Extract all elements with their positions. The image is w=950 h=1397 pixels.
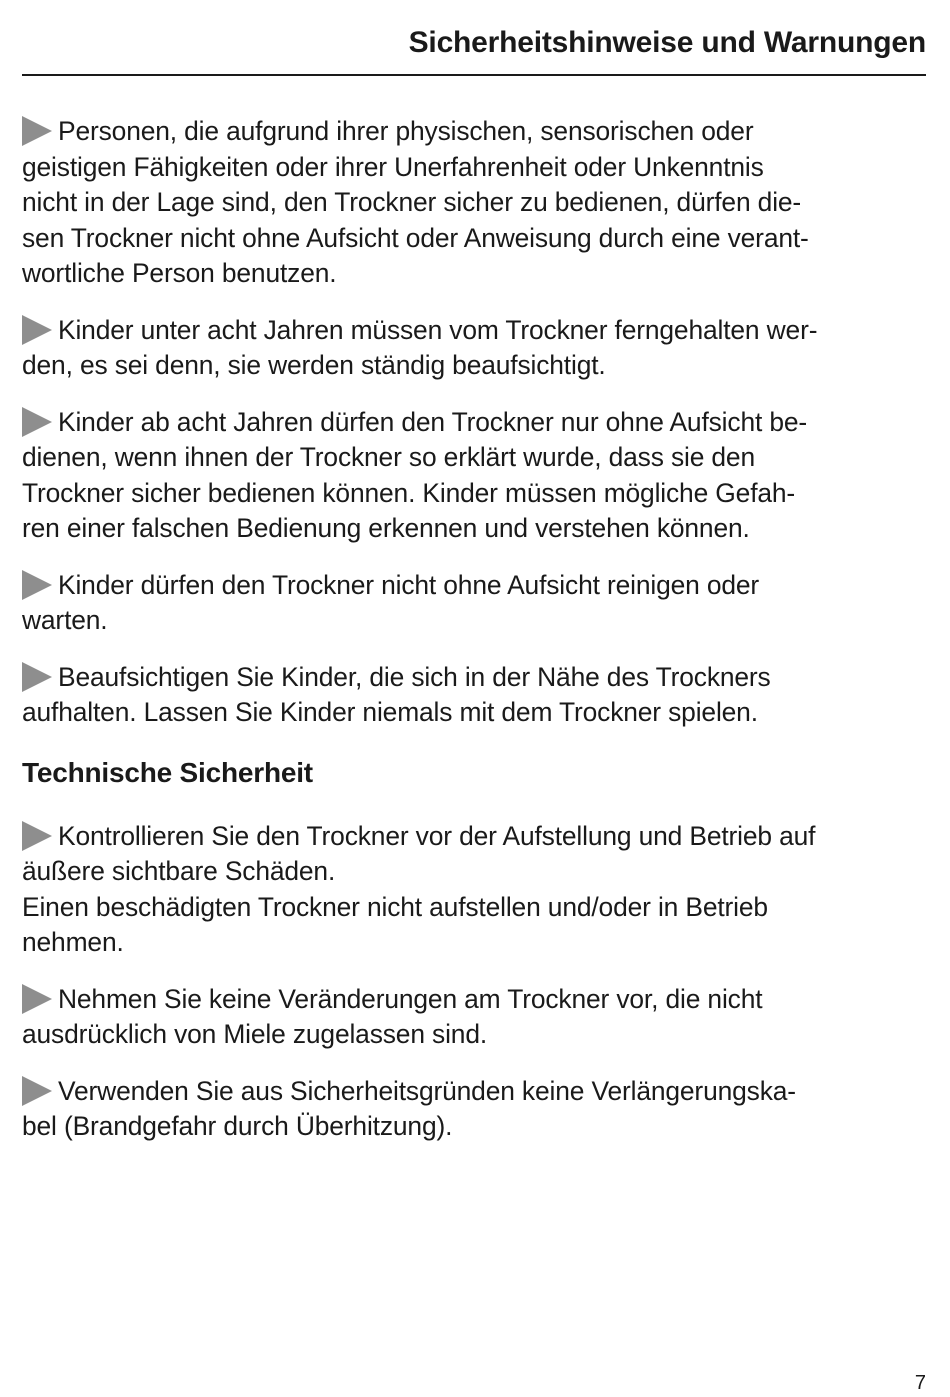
safety-paragraph xyxy=(22,114,926,292)
paragraph-line: Nehmen Sie keine Veränderungen am Trockner vor, die nicht xyxy=(58,983,763,1014)
paragraph-line: Kinder dürfen den Trockner nicht ohne Aufsicht reinigen oder xyxy=(58,569,760,600)
paragraph-line: Beaufsichtigen Sie Kinder, die sich in der Nähe des Trockners xyxy=(58,661,771,692)
triangle-bullet-icon xyxy=(22,407,52,437)
paragraph-line: geistigen Fähigkeiten oder ihrer Unerfahrenheit oder Unkenntnis xyxy=(22,151,764,182)
triangle-bullet-icon xyxy=(22,116,52,146)
safety-paragraph xyxy=(22,819,926,961)
paragraph-line: Kontrollieren Sie den Trockner vor der Aufstellung und Betrieb auf xyxy=(58,820,816,851)
paragraph-line: ren einer falschen Bedienung erkennen und verstehen können. xyxy=(22,513,750,543)
paragraph-line: dienen, wenn ihnen der Trockner so erklärt wurde, dass sie den xyxy=(22,442,755,472)
page-header xyxy=(22,22,926,76)
triangle-bullet-icon xyxy=(22,570,52,600)
safety-paragraph xyxy=(22,405,926,547)
paragraph-line: aufhalten. Lassen Sie Kinder niemals mit dem Trockner spielen. xyxy=(22,697,758,727)
paragraph-line: sen Trockner nicht ohne Aufsicht oder Anweisung durch eine verant- xyxy=(22,222,809,253)
safety-paragraph xyxy=(22,313,926,384)
paragraph-line: nehmen. xyxy=(22,927,124,957)
page-content xyxy=(22,114,926,1166)
safety-paragraph xyxy=(22,660,926,731)
triangle-bullet-icon xyxy=(22,315,52,345)
triangle-bullet-icon xyxy=(22,1076,52,1106)
paragraph-line: wortliche Person benutzen. xyxy=(22,258,337,288)
safety-paragraph xyxy=(22,982,926,1053)
paragraph-line: bel (Brandgefahr durch Überhitzung). xyxy=(22,1111,453,1141)
paragraph-line: Einen beschädigten Trockner nicht aufstellen und/oder in Betrieb xyxy=(22,891,768,922)
triangle-bullet-icon xyxy=(22,984,52,1014)
paragraph-line: Personen, die aufgrund ihrer physischen, sensorischen oder xyxy=(58,116,754,146)
paragraph-line: Trockner sicher bedienen können. Kinder müssen mögliche Gefah- xyxy=(22,477,796,508)
safety-paragraph xyxy=(22,568,926,639)
page-number: 7 xyxy=(914,1372,926,1394)
paragraph-line: warten. xyxy=(22,605,108,635)
triangle-bullet-icon xyxy=(22,821,52,851)
triangle-bullet-icon xyxy=(22,662,52,692)
paragraph-line: Kinder unter acht Jahren müssen vom Trockner ferngehalten wer- xyxy=(58,314,818,345)
paragraph-line: äußere sichtbare Schäden. xyxy=(22,856,336,886)
safety-paragraph xyxy=(22,1074,926,1145)
paragraph-line: Verwenden Sie aus Sicherheitsgründen keine Verlängerungska- xyxy=(58,1075,796,1106)
page-title: Sicherheitshinweise und Warnungen xyxy=(408,26,926,59)
paragraph-line: Kinder ab acht Jahren dürfen den Trockner nur ohne Aufsicht be- xyxy=(58,406,808,437)
paragraph-line: nicht in der Lage sind, den Trockner sicher zu bedienen, dürfen die- xyxy=(22,187,802,217)
section-heading: Technische Sicherheit xyxy=(22,756,313,788)
paragraph-line: ausdrücklich von Miele zugelassen sind. xyxy=(22,1019,488,1049)
paragraph-line: den, es sei denn, sie werden ständig beaufsichtigt. xyxy=(22,350,606,380)
